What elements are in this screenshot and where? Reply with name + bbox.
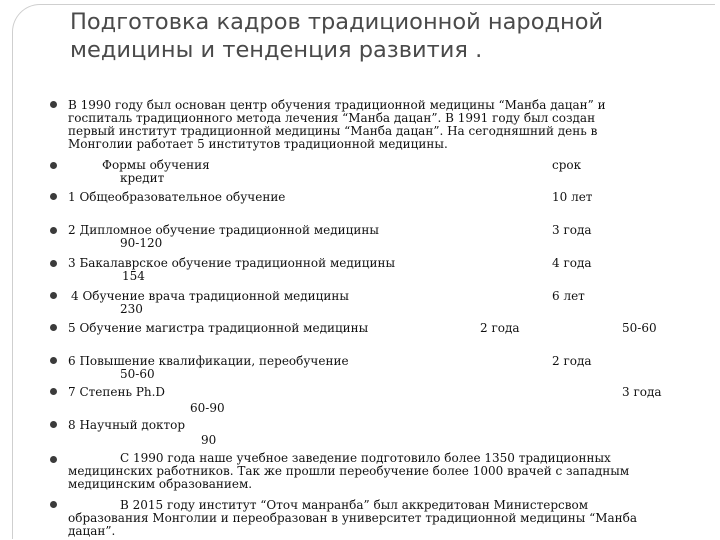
header-forms: Формы обучения [102, 158, 210, 172]
row-3-term: 4 года [552, 256, 592, 270]
row-7-term: 3 года [622, 385, 662, 399]
row-4-credit: 230 [120, 302, 143, 316]
slide-title [70, 8, 710, 64]
row-6-name: 6 Повышение квалификации, переобучение [68, 354, 349, 368]
row-2-term: 3 года [552, 223, 592, 237]
row-3-name: 3 Бакалаврское обучение традиционной медицины [68, 256, 396, 270]
paragraph-accreditation: В 2015 году институт “Оточ манранба” был аккредитован Министерсвом образования Монголии и переобразован в университет традиционной медицины “Манба дацан”. [68, 498, 638, 538]
bullet-icon [50, 357, 57, 364]
row-4-term: 6 лет [552, 289, 585, 303]
row-3-credit: 154 [122, 269, 145, 283]
row-7-name: 7 Степень Ph.D [68, 385, 166, 399]
bullet-icon [50, 501, 57, 508]
row-5-term: 2 года [480, 321, 520, 335]
bullet-icon [50, 421, 57, 428]
title-line-2: медицины и тенденция развития . [70, 37, 483, 63]
bullet-icon [50, 227, 57, 234]
bullet-icon [50, 456, 57, 463]
bullet-icon [50, 388, 57, 395]
bullet-icon [50, 324, 57, 331]
row-5-credit: 50-60 [622, 321, 657, 335]
header-credit: кредит [120, 171, 165, 185]
row-2-name: 2 Дипломное обучение традиционной медицины [68, 223, 379, 237]
bullet-icon [50, 101, 57, 108]
row-2-credit: 90-120 [120, 236, 163, 250]
row-8-credit: 90 [201, 433, 217, 447]
row-8-name: 8 Научный доктор [68, 418, 186, 432]
paragraph-graduates: С 1990 года наше учебное заведение подготовило более 1350 традиционных медицинских работников. Так же прошли переобучение более 1000 врачей с западным медицинским образованием. [68, 451, 630, 491]
title-line-1: Подготовка кадров традиционной народной [70, 9, 604, 35]
row-5-name: 5 Обучение магистра традиционной медицины [68, 321, 369, 335]
bullet-icon [50, 193, 57, 200]
row-1-term: 10 лет [552, 190, 593, 204]
bullet-icon [50, 292, 57, 299]
row-6-credit: 50-60 [120, 367, 155, 381]
row-6-term: 2 года [552, 354, 592, 368]
row-1-name: 1 Общеобразовательное обучение [68, 190, 286, 204]
bullet-icon [50, 260, 57, 267]
row-4-name: 4 Обучение врача традиционной медицины [71, 289, 349, 303]
header-term: срок [552, 158, 582, 172]
row-7-credit: 60-90 [190, 401, 225, 415]
bullet-icon [50, 162, 57, 169]
intro-paragraph: В 1990 году был основан центр обучения традиционной медицины “Манба дацан” и госпиталь традиционного метода лечения “Манба дацан”. В 1991 году был создан первый институт традиционной медицины “Манба дацан”. На сегодняшний день в Монголии работает 5 институтов традиционной медицины. [68, 98, 606, 151]
